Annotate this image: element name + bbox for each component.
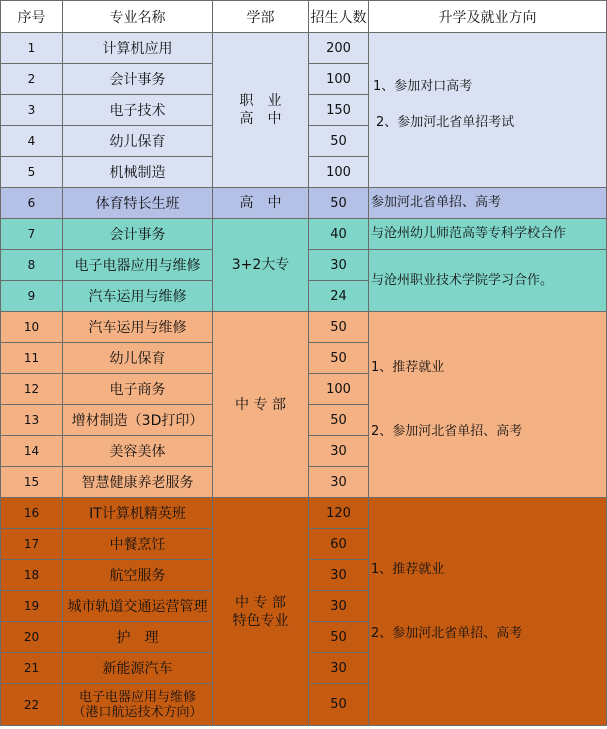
row-count: 200 bbox=[309, 33, 369, 64]
row-count: 150 bbox=[309, 95, 369, 126]
header-direction: 升学及就业方向 bbox=[369, 1, 607, 33]
row-count: 24 bbox=[309, 281, 369, 312]
row-count: 50 bbox=[309, 126, 369, 157]
row-count: 30 bbox=[309, 653, 369, 684]
direction-line: 1、推荐就业 bbox=[371, 561, 445, 577]
row-major: 体育特长生班 bbox=[63, 188, 213, 219]
row-no: 20 bbox=[1, 622, 63, 653]
row-no: 4 bbox=[1, 126, 63, 157]
row-count: 30 bbox=[309, 560, 369, 591]
row-major: 城市轨道交通运营管理 bbox=[63, 591, 213, 622]
table-row bbox=[1, 498, 607, 529]
row-major: 电子电器应用与维修 bbox=[63, 250, 213, 281]
direction-line: 1、推荐就业 bbox=[371, 359, 445, 375]
row-major: 增材制造（3D打印） bbox=[63, 405, 213, 436]
row-no: 13 bbox=[1, 405, 63, 436]
row-no: 1 bbox=[1, 33, 63, 64]
direction-line: 2、参加河北省单招、高考 bbox=[371, 625, 523, 641]
row-major-line: 电子电器应用与维修 bbox=[78, 689, 196, 705]
table-row bbox=[1, 312, 607, 343]
row-count: 30 bbox=[309, 467, 369, 498]
direction-cell bbox=[369, 312, 607, 498]
direction-line: 2、参加河北省单招考试 bbox=[376, 115, 515, 130]
row-major: 计算机应用 bbox=[63, 33, 213, 64]
row-count: 40 bbox=[309, 219, 369, 250]
row-no: 3 bbox=[1, 95, 63, 126]
row-major: 中餐烹饪 bbox=[63, 529, 213, 560]
direction-cell bbox=[369, 498, 607, 726]
department-cell bbox=[213, 33, 309, 188]
header-enrollment: 招生人数 bbox=[309, 1, 369, 33]
row-major: 会计事务 bbox=[63, 64, 213, 95]
direction-cell bbox=[369, 188, 607, 219]
row-major-line: （港口航运技术方向） bbox=[72, 704, 203, 720]
row-no: 12 bbox=[1, 374, 63, 405]
row-count: 100 bbox=[309, 157, 369, 188]
row-count: 30 bbox=[309, 436, 369, 467]
department-line: 特色专业 bbox=[232, 612, 289, 629]
row-no: 19 bbox=[1, 591, 63, 622]
row-no: 16 bbox=[1, 498, 63, 529]
row-major: 电子商务 bbox=[63, 374, 213, 405]
header-row bbox=[1, 1, 607, 33]
department-line: 3+2大专 bbox=[231, 257, 290, 273]
row-no: 17 bbox=[1, 529, 63, 560]
direction-line: 参加河北省单招、高考 bbox=[371, 195, 502, 210]
department-cell bbox=[213, 498, 309, 726]
row-count: 50 bbox=[309, 188, 369, 219]
header-major: 专业名称 bbox=[63, 1, 213, 33]
direction-cell bbox=[369, 219, 607, 250]
direction-line: 与沧州幼儿师范高等专科学校合作 bbox=[371, 226, 567, 241]
row-major: 智慧健康养老服务 bbox=[63, 467, 213, 498]
row-no: 15 bbox=[1, 467, 63, 498]
row-major: 新能源汽车 bbox=[63, 653, 213, 684]
row-major: 美容美体 bbox=[63, 436, 213, 467]
row-no: 10 bbox=[1, 312, 63, 343]
row-major: 幼儿保育 bbox=[63, 126, 213, 157]
row-count: 50 bbox=[309, 684, 369, 726]
row-major bbox=[63, 684, 213, 726]
row-major: 电子技术 bbox=[63, 95, 213, 126]
row-major: 护 理 bbox=[63, 622, 213, 653]
row-no: 7 bbox=[1, 219, 63, 250]
department-line: 高 中 bbox=[239, 195, 282, 211]
row-count: 60 bbox=[309, 529, 369, 560]
row-count: 50 bbox=[309, 343, 369, 374]
row-major: 会计事务 bbox=[63, 219, 213, 250]
row-major: 航空服务 bbox=[63, 560, 213, 591]
table-row bbox=[1, 188, 607, 219]
direction-line: 与沧州职业技术学院学习合作。 bbox=[371, 272, 554, 288]
department-line: 职 业 bbox=[239, 93, 282, 109]
row-count: 30 bbox=[309, 250, 369, 281]
department-cell bbox=[213, 188, 309, 219]
row-count: 50 bbox=[309, 622, 369, 653]
row-no: 5 bbox=[1, 157, 63, 188]
department-line: 中 专 部 bbox=[235, 396, 286, 413]
direction-line: 2、参加河北省单招、高考 bbox=[371, 423, 523, 439]
department-line: 中 专 部 bbox=[235, 594, 286, 611]
department-cell bbox=[213, 219, 309, 312]
row-major: 幼儿保育 bbox=[63, 343, 213, 374]
row-no: 22 bbox=[1, 684, 63, 726]
row-no: 6 bbox=[1, 188, 63, 219]
row-no: 14 bbox=[1, 436, 63, 467]
table-row bbox=[1, 219, 607, 250]
row-count: 120 bbox=[309, 498, 369, 529]
row-count: 100 bbox=[309, 64, 369, 95]
header-department: 学部 bbox=[213, 1, 309, 33]
header-no: 序号 bbox=[1, 1, 63, 33]
row-no: 18 bbox=[1, 560, 63, 591]
row-major: 汽车运用与维修 bbox=[63, 312, 213, 343]
row-count: 100 bbox=[309, 374, 369, 405]
row-major: 机械制造 bbox=[63, 157, 213, 188]
row-count: 50 bbox=[309, 405, 369, 436]
department-cell bbox=[213, 312, 309, 498]
direction-cell bbox=[369, 33, 607, 188]
row-count: 50 bbox=[309, 312, 369, 343]
table-row bbox=[1, 33, 607, 64]
department-line: 高 中 bbox=[239, 111, 282, 127]
direction-cell bbox=[369, 250, 607, 312]
row-major: 汽车运用与维修 bbox=[63, 281, 213, 312]
row-no: 8 bbox=[1, 250, 63, 281]
row-major: IT计算机精英班 bbox=[63, 498, 213, 529]
row-no: 9 bbox=[1, 281, 63, 312]
row-count: 30 bbox=[309, 591, 369, 622]
row-no: 2 bbox=[1, 64, 63, 95]
direction-line: 1、参加对口高考 bbox=[373, 79, 473, 94]
row-no: 11 bbox=[1, 343, 63, 374]
row-no: 21 bbox=[1, 653, 63, 684]
